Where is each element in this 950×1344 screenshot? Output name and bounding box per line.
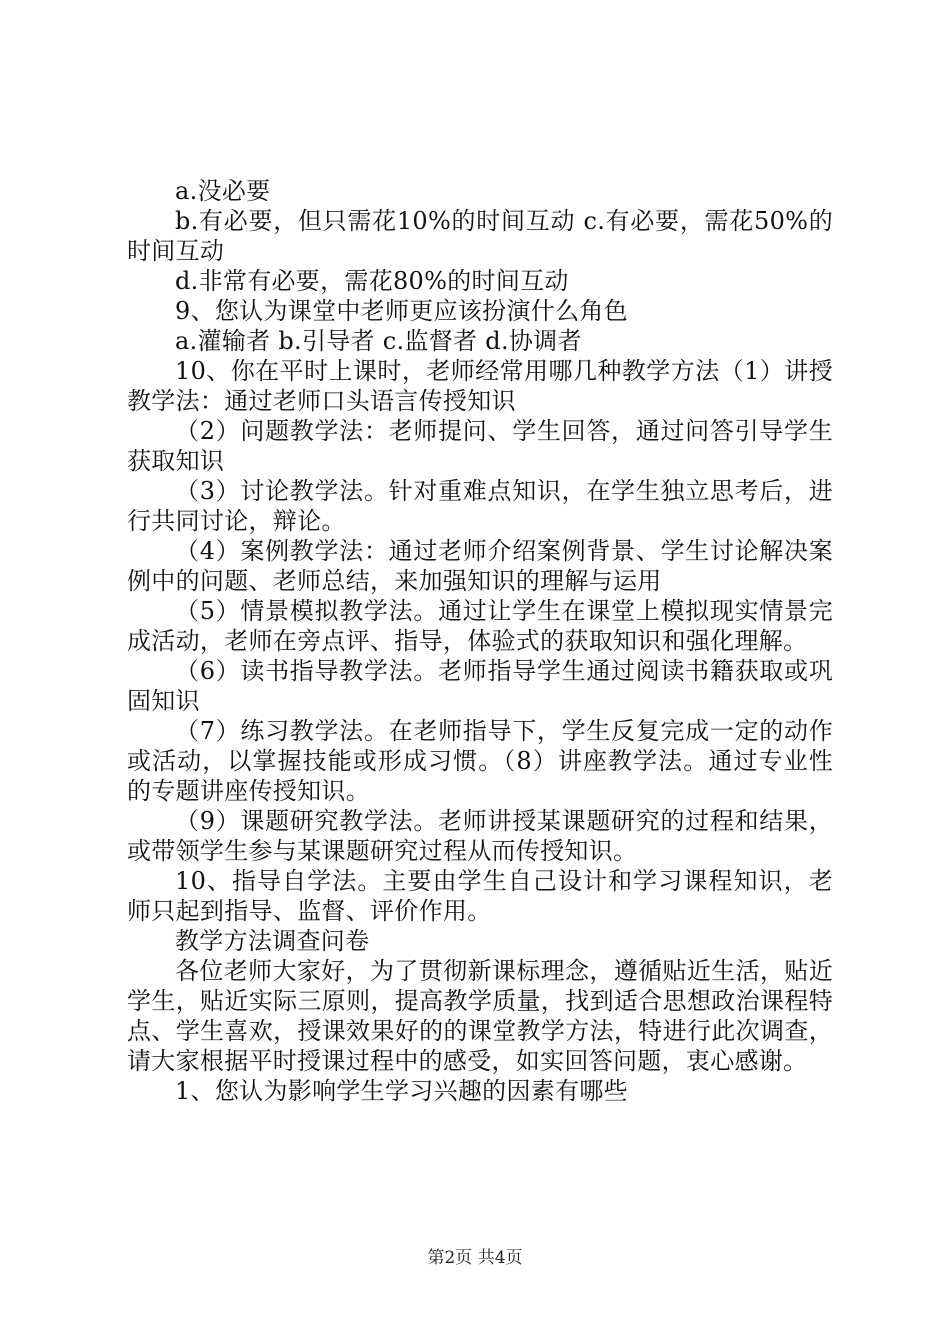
method-7-8-paragraph: （7）练习教学法。在老师指导下，学生反复完成一定的动作或活动，以掌握技能或形成习惯。（8）讲座教学法。通过专业性的专题讲座传授知识。 [127, 717, 833, 805]
option-a-line: a.没必要 [175, 177, 271, 205]
option-b-c-line: b.有必要，但只需花10%的时间互动 c.有必要，需花50%的时间互动 [127, 207, 833, 265]
method-5-paragraph: （5）情景模拟教学法。通过让学生在课堂上模拟现实情景完成活动，老师在旁点评、指导，体验式的获取知识和强化理解。 [127, 597, 833, 655]
method-4-paragraph: （4）案例教学法：通过老师介绍案例背景、学生讨论解决案例中的问题、老师总结，来加强知识的理解与运用 [127, 537, 833, 595]
method-10-paragraph: 10、指导自学法。主要由学生自己设计和学习课程知识，老师只起到指导、监督、评价作用。 [127, 867, 833, 925]
section-title: 教学方法调查问卷 [175, 927, 370, 955]
intro-paragraph: 各位老师大家好，为了贯彻新课标理念，遵循贴近生活，贴近学生，贴近实际三原则，提高教学质量，找到适合思想政治课程特点、学生喜欢，授课效果好的的课堂教学方法，特进行此次调查，请大家根据平时授课过程中的感受，如实回答问题，衷心感谢。 [127, 957, 833, 1075]
method-3-paragraph: （3）讨论教学法。针对重难点知识，在学生独立思考后，进行共同讨论，辩论。 [127, 477, 833, 535]
option-d-line: d.非常有必要，需花80%的时间互动 [175, 267, 569, 295]
question-10: 10、你在平时上课时，老师经常用哪几种教学方法（1）讲授教学法：通过老师口头语言传授知识 [127, 357, 833, 415]
method-6-paragraph: （6）读书指导教学法。老师指导学生通过阅读书籍获取或巩固知识 [127, 657, 833, 715]
question-9-options: a.灌输者 b.引导者 c.监督者 d.协调者 [175, 327, 582, 355]
method-2-paragraph: （2）问题教学法：老师提问、学生回答，通过问答引导学生获取知识 [127, 417, 833, 475]
document-body [127, 176, 833, 1106]
question-1: 1、您认为影响学生学习兴趣的因素有哪些 [175, 1077, 628, 1105]
question-9: 9、您认为课堂中老师更应该扮演什么角色 [175, 297, 628, 325]
method-9-paragraph: （9）课题研究教学法。老师讲授某课题研究的过程和结果，或带领学生参与某课题研究过程从而传授知识。 [127, 807, 833, 865]
page-footer: 第2页 共4页 [427, 1248, 523, 1268]
